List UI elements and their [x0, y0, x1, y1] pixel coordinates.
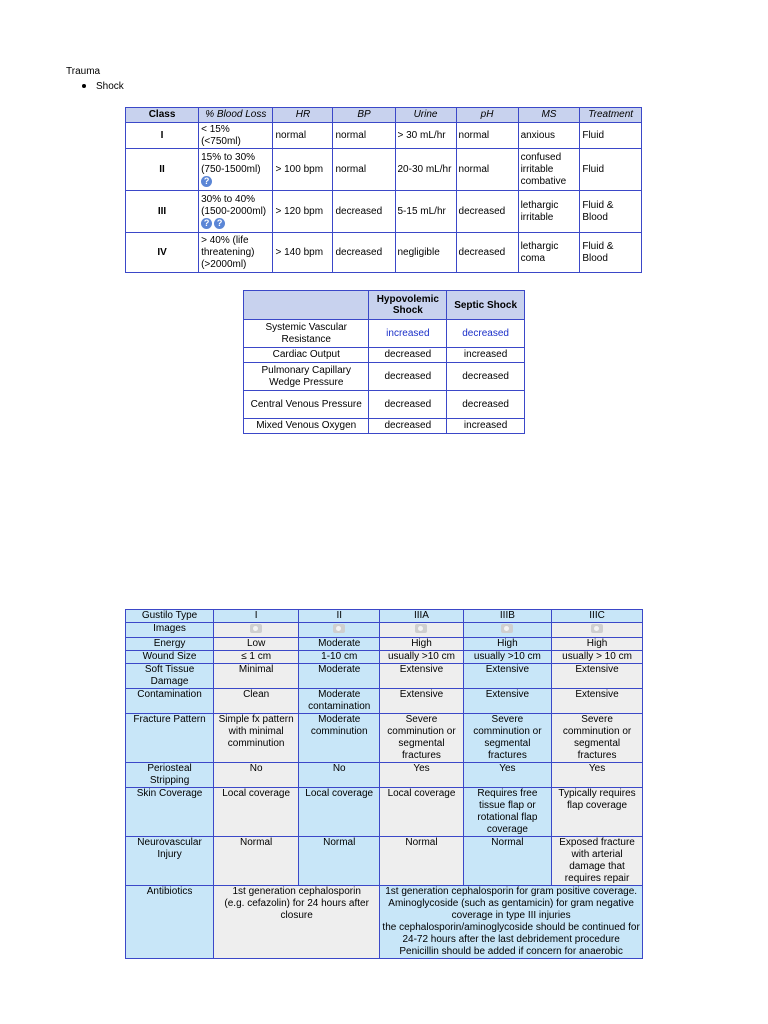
column-header: Hypovolemic Shock — [369, 291, 447, 320]
gustilo-cell: usually >10 cm — [380, 651, 463, 664]
gustilo-header-row — [126, 610, 643, 623]
gustilo-cell — [299, 623, 380, 638]
row-label: Neurovascular Injury — [126, 837, 214, 886]
column-header: II — [299, 610, 380, 623]
table-row — [126, 763, 643, 788]
gustilo-cell: Low — [214, 638, 299, 651]
column-header — [244, 291, 369, 320]
ph-cell: decreased — [456, 233, 518, 273]
gustilo-cell: Minimal — [214, 664, 299, 689]
row-label: Fracture Pattern — [126, 714, 214, 763]
urine-cell: 5-15 mL/hr — [395, 191, 456, 233]
table-row — [244, 348, 525, 363]
gustilo-cell: Typically requires flap coverage — [552, 788, 643, 837]
row-label: Wound Size — [126, 651, 214, 664]
treatment-cell: Fluid — [580, 149, 642, 191]
gustilo-cell: Moderate — [299, 638, 380, 651]
row-label: Contamination — [126, 689, 214, 714]
gustilo-cell — [214, 623, 299, 638]
blood-loss-text: < 15% (<750ml) — [201, 123, 241, 147]
bp-cell: normal — [333, 123, 395, 149]
ph-cell: normal — [456, 149, 518, 191]
antibiotics-line: Aminoglycoside (such as gentamicin) for gram negative coverage in type III injuries — [388, 898, 634, 921]
column-header: % Blood Loss — [199, 108, 273, 123]
table-row — [126, 638, 643, 651]
value-cell: decreased — [369, 391, 447, 419]
value-cell: decreased — [447, 391, 525, 419]
table-row — [126, 191, 642, 233]
urine-cell: > 30 mL/hr — [395, 123, 456, 149]
antibiotics-high-grade — [380, 886, 643, 959]
gustilo-cell: Extensive — [380, 689, 463, 714]
table-row — [244, 419, 525, 434]
hr-cell: > 120 bpm — [273, 191, 333, 233]
gustilo-cell: Normal — [214, 837, 299, 886]
column-header: IIIB — [463, 610, 551, 623]
ph-cell: normal — [456, 123, 518, 149]
antibiotics-row — [126, 886, 643, 959]
column-header: I — [214, 610, 299, 623]
gustilo-cell: High — [552, 638, 643, 651]
value-cell: increased — [447, 419, 525, 434]
gustilo-cell: Yes — [380, 763, 463, 788]
table-row — [126, 714, 643, 763]
blood-loss-cell — [199, 191, 273, 233]
column-header: HR — [273, 108, 333, 123]
row-label: Antibiotics — [126, 886, 214, 959]
gustilo-cell: Moderate contamination — [299, 689, 380, 714]
gustilo-cell: High — [380, 638, 463, 651]
help-icon: ? — [201, 218, 212, 229]
gustilo-cell: Local coverage — [299, 788, 380, 837]
table-row — [126, 123, 642, 149]
value-cell: decreased — [369, 363, 447, 391]
blood-loss-cell — [199, 233, 273, 273]
hr-cell: normal — [273, 123, 333, 149]
table-row — [244, 391, 525, 419]
ph-cell: decreased — [456, 191, 518, 233]
shock-class-header-row — [126, 108, 642, 123]
gustilo-cell: Severe comminution or segmental fractures — [552, 714, 643, 763]
gustilo-cell — [463, 623, 551, 638]
antibiotics-line: 1st generation cephalosporin for gram positive coverage. — [385, 886, 638, 897]
table-row — [126, 149, 642, 191]
gustilo-cell — [380, 623, 463, 638]
treatment-cell: Fluid & Blood — [580, 233, 642, 273]
row-label: Images — [126, 623, 214, 638]
bp-cell: normal — [333, 149, 395, 191]
class-cell: II — [126, 149, 199, 191]
column-header: pH — [456, 108, 518, 123]
value-cell: decreased — [447, 320, 525, 348]
treatment-cell: Fluid & Blood — [580, 191, 642, 233]
camera-icon — [415, 624, 427, 633]
value-cell: increased — [369, 320, 447, 348]
ms-cell: lethargic irritable — [518, 191, 580, 233]
ms-cell: anxious — [518, 123, 580, 149]
table-row — [126, 233, 642, 273]
camera-icon — [501, 624, 513, 633]
camera-icon — [333, 624, 345, 633]
column-header: MS — [518, 108, 580, 123]
gustilo-cell: Extensive — [380, 664, 463, 689]
table-row — [126, 788, 643, 837]
table-row — [244, 320, 525, 348]
value-cell: increased — [447, 348, 525, 363]
gustilo-cell: Yes — [552, 763, 643, 788]
urine-cell: 20-30 mL/hr — [395, 149, 456, 191]
gustilo-cell: 1-10 cm — [299, 651, 380, 664]
parameter-cell: Pulmonary Capillary Wedge Pressure — [244, 363, 369, 391]
bullet-dot — [82, 84, 86, 88]
gustilo-cell: Yes — [463, 763, 551, 788]
help-icon: ? — [214, 218, 225, 229]
gustilo-cell: Extensive — [463, 689, 551, 714]
value-cell: decreased — [369, 348, 447, 363]
row-label: Periosteal Stripping — [126, 763, 214, 788]
gustilo-cell: Extensive — [552, 689, 643, 714]
gustilo-cell — [552, 623, 643, 638]
table-row — [126, 689, 643, 714]
table-row — [126, 651, 643, 664]
shock-type-header-row — [244, 291, 525, 320]
hr-cell: > 100 bpm — [273, 149, 333, 191]
gustilo-cell: High — [463, 638, 551, 651]
bullet-label: Shock — [96, 81, 124, 92]
treatment-cell: Fluid — [580, 123, 642, 149]
bp-cell: decreased — [333, 191, 395, 233]
camera-icon — [250, 624, 262, 633]
gustilo-cell: usually >10 cm — [463, 651, 551, 664]
gustilo-cell: Normal — [463, 837, 551, 886]
gustilo-cell: Local coverage — [380, 788, 463, 837]
value-cell: decreased — [447, 363, 525, 391]
column-header: Treatment — [580, 108, 642, 123]
urine-cell: negligible — [395, 233, 456, 273]
blood-loss-cell — [199, 123, 273, 149]
gustilo-cell: Extensive — [552, 664, 643, 689]
outline-bullet — [82, 81, 124, 92]
row-label: Energy — [126, 638, 214, 651]
gustilo-cell: Normal — [380, 837, 463, 886]
class-cell: I — [126, 123, 199, 149]
blood-loss-cell — [199, 149, 273, 191]
table-row — [244, 363, 525, 391]
gustilo-cell: Simple fx pattern with minimal comminution — [214, 714, 299, 763]
gustilo-cell: Normal — [299, 837, 380, 886]
value-cell: decreased — [369, 419, 447, 434]
antibiotics-line: the cephalosporin/aminoglycoside should be continued for 24-72 hours after the last debridement procedure — [382, 922, 640, 945]
gustilo-cell: Moderate comminution — [299, 714, 380, 763]
column-header: Gustilo Type — [126, 610, 214, 623]
gustilo-cell: Local coverage — [214, 788, 299, 837]
ms-cell: confused irritable combative — [518, 149, 580, 191]
bp-cell: decreased — [333, 233, 395, 273]
gustilo-cell: Requires free tissue flap or rotational flap coverage — [463, 788, 551, 837]
column-header: Septic Shock — [447, 291, 525, 320]
ms-cell: lethargic coma — [518, 233, 580, 273]
shock-type-table — [243, 290, 525, 434]
gustilo-cell: No — [214, 763, 299, 788]
shock-class-table — [125, 107, 642, 273]
parameter-cell: Cardiac Output — [244, 348, 369, 363]
camera-icon — [591, 624, 603, 633]
parameter-cell: Mixed Venous Oxygen — [244, 419, 369, 434]
row-label: Skin Coverage — [126, 788, 214, 837]
antibiotics-line: Penicillin should be added if concern for anaerobic — [399, 946, 623, 957]
antibiotics-low-grade: 1st generation cephalosporin (e.g. cefazolin) for 24 hours after closure — [214, 886, 380, 959]
table-row — [126, 837, 643, 886]
gustilo-cell: Severe comminution or segmental fractures — [463, 714, 551, 763]
gustilo-cell: Exposed fracture with arterial damage that requires repair — [552, 837, 643, 886]
gustilo-cell: No — [299, 763, 380, 788]
blood-loss-text: 30% to 40% (1500-2000ml) — [201, 193, 267, 217]
gustilo-cell: Clean — [214, 689, 299, 714]
help-icon: ? — [201, 176, 212, 187]
class-cell: IV — [126, 233, 199, 273]
gustilo-cell: Moderate — [299, 664, 380, 689]
gustilo-table — [125, 609, 643, 959]
row-label: Soft Tissue Damage — [126, 664, 214, 689]
gustilo-cell: usually > 10 cm — [552, 651, 643, 664]
table-row — [126, 623, 643, 638]
gustilo-cell: Extensive — [463, 664, 551, 689]
blood-loss-text: 15% to 30% (750-1500ml) — [201, 151, 261, 175]
class-cell: III — [126, 191, 199, 233]
column-header: IIIC — [552, 610, 643, 623]
column-header: Urine — [395, 108, 456, 123]
gustilo-cell: Severe comminution or segmental fractures — [380, 714, 463, 763]
column-header: BP — [333, 108, 395, 123]
gustilo-cell: ≤ 1 cm — [214, 651, 299, 664]
parameter-cell: Central Venous Pressure — [244, 391, 369, 419]
outline-heading: Trauma — [66, 66, 101, 77]
parameter-cell: Systemic Vascular Resistance — [244, 320, 369, 348]
table-row — [126, 664, 643, 689]
column-header: Class — [126, 108, 199, 123]
hr-cell: > 140 bpm — [273, 233, 333, 273]
blood-loss-text: > 40% (life threatening) (>2000ml) — [201, 234, 255, 270]
column-header: IIIA — [380, 610, 463, 623]
